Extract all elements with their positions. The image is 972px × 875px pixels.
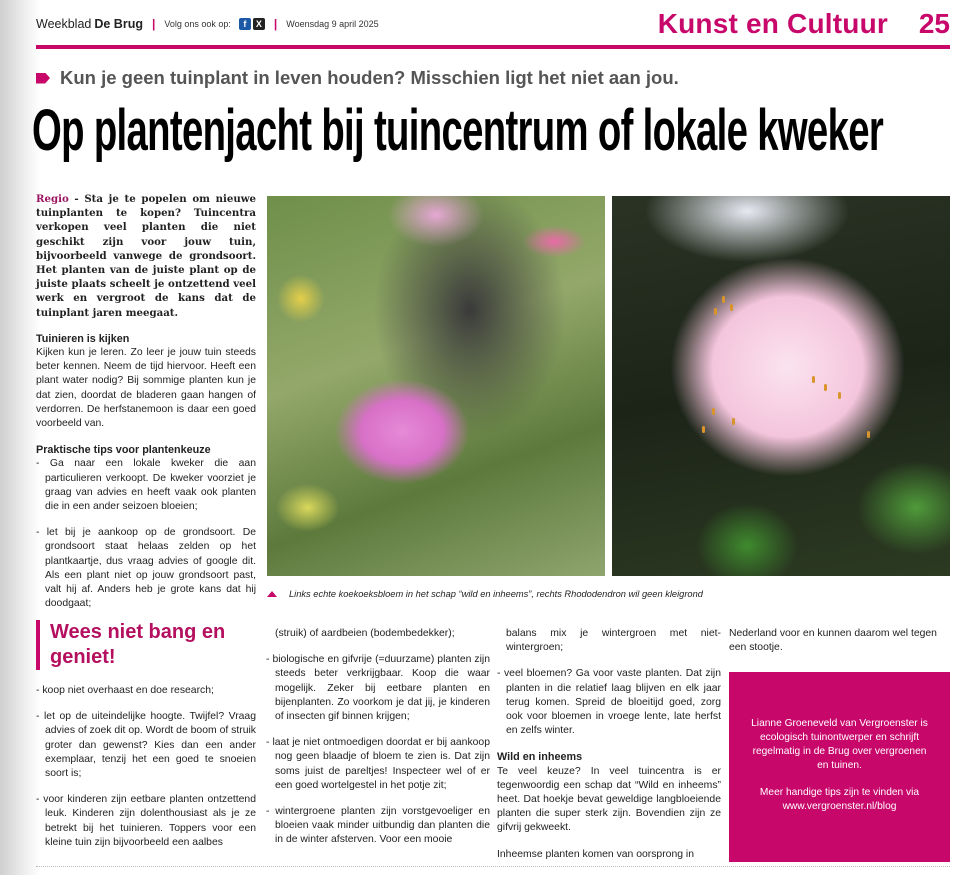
page-header <box>36 8 950 42</box>
x-icon[interactable]: X <box>253 18 265 30</box>
lead-paragraph <box>36 192 256 320</box>
separator: | <box>273 17 278 31</box>
tip-item: - let bij je aankoop op de grondsoort. De grondsoort staat helaas zelden op het plantkaartje, dus vraag advies of google dit. Als een plant niet op jouw grondsoort past, valt hij af. Anders heb je grote kans dat hij doodgaat; <box>36 527 256 610</box>
column-1-lower <box>36 684 256 850</box>
column-2 <box>266 627 490 848</box>
tip-item: - wintergroene planten zijn vorstgevoeliger en bloeien vaak minder uitbundig dan planten die in de winter afsterven. Voor een mooie <box>266 806 490 846</box>
facebook-icon[interactable]: f <box>239 18 251 30</box>
tip-item: - koop niet overhaast en doe research; <box>36 685 214 696</box>
lead-text: - Sta je te popelen om nieuwe tuinplanten te kopen? Tuincentra verkopen veel planten die niet geschikt zijn voor jouw tuin, bijvoorbeeld vanwege de grondsoort. Het planten van de juiste plant op de juiste plaats scheelt je ontzettend veel werk en vergroot de kans dat de tuinplant jaren meegaat. <box>36 193 256 319</box>
photo-koekoeksbloem <box>267 196 605 576</box>
publication-name: De Brug <box>94 17 143 31</box>
masthead <box>36 17 379 31</box>
bottom-divider <box>36 866 950 867</box>
publication-prefix: Weekblad <box>36 17 92 31</box>
column-1-upper <box>36 192 256 611</box>
header-rule <box>36 45 950 49</box>
blog-link-text: Meer handige tips zijn te vinden via www.vergroenster.nl/blog <box>759 787 920 812</box>
body-paragraph: Te veel keuze? In veel tuincentra is er tegenwoordig een schap dat “Wild en inheems” heet. Dat hoekje bevat geweldige langbloeiende planten die super sterk zijn. Bovendien zijn ze gifvrij gekweekt. <box>497 765 721 834</box>
author-bio: Lianne Groeneveld van Vergroenster is ecologisch tuinontwerper en schrijft regelmatig in de Brug over vergroenen en tuinen. <box>751 718 928 771</box>
caption-text: Links echte koekoeksbloem in het schap “wild en inheems”, rechts Rhododendron wil geen kleigrond <box>289 589 703 599</box>
tip-item: - let op de uiteindelijke hoogte. Twijfel? Vraag advies of zoek dit op. Wordt de boom of struik groter dan gewenst? Kies dan een ander exemplaar, tenzij het een goed te snoeien soort is; <box>36 711 256 780</box>
pull-quote: Wees niet bang en geniet! <box>36 620 270 670</box>
tip-continuation: balans mix je wintergroen met niet-wintergroen; <box>506 628 721 654</box>
body-paragraph: Nederland voor en kunnen daarom wel tegen een stootje. <box>729 628 937 654</box>
subhead-wild-inheems: Wild en inheems <box>497 751 583 764</box>
photo-caption <box>267 589 703 599</box>
issue-date: Woensdag 9 april 2025 <box>286 19 379 29</box>
page-number: 25 <box>918 8 950 39</box>
tip-continuation: (struik) of aardbeien (bodembedekker); <box>275 628 455 639</box>
kicker <box>36 67 679 89</box>
photo-rhododendron <box>612 196 950 576</box>
tip-item: - veel bloemen? Ga voor vaste planten. Dat zijn planten in die relatief laag blijven en elk jaar terug komen. Spreid de bloeitijd goed, zorg ook voor bloemen in vroege lente, late herfst en zelfs winter. <box>497 668 721 737</box>
kicker-text: Kun je geen tuinplant in leven houden? Misschien ligt het niet aan jou. <box>60 67 679 88</box>
social-links <box>239 18 265 30</box>
follow-label: Volg ons ook op: <box>164 19 231 29</box>
body-paragraph: Inheemse planten komen van oorsprong in <box>497 848 694 860</box>
column-4 <box>729 627 950 655</box>
tip-item: - Ga naar een lokale kweker die aan particulieren verkoopt. De kweker voorziet je graag van advies en heeft vaak ook planten die in een ander seizoen bloeien; <box>36 458 256 513</box>
tip-item: - voor kinderen zijn eetbare planten ontzettend leuk. Kinderen zijn dolenthousiast als je ze betrekt bij het tuinieren. Toppers voor een kleine tuin zijn bijvoorbeeld een aalbes <box>36 794 256 848</box>
subhead-tuinieren: Tuinieren is kijken <box>36 332 130 345</box>
dateline-place: Regio <box>36 193 69 205</box>
section-title: Kunst en Cultuur <box>657 8 888 39</box>
triangle-up-icon <box>267 591 277 597</box>
arrow-tag-icon <box>36 73 50 84</box>
column-3 <box>497 627 721 862</box>
headline: Op plantenjacht bij tuincentrum of lokale kweker <box>32 98 884 163</box>
author-bio-box <box>729 672 950 862</box>
separator: | <box>151 17 156 31</box>
tip-item: - laat je niet ontmoedigen doordat er bij aankoop nog geen blaadje of bloem te zien is. Dat zijn soms juist de pareltjes! Inspecteer wel of er een goed wortelgestel in het potje zit; <box>266 737 490 791</box>
subhead-tips: Praktische tips voor plantenkeuze <box>36 444 211 457</box>
tip-item: - biologische en gifvrije (=duurzame) planten zijn steeds beter verkrijgbaar. Koop die waar mogelijk. Zeker bij eetbare planten en bijenplanten. Zo voorkom je dat jij, je kinderen of insecten gif binnen krijgen; <box>266 654 490 723</box>
body-paragraph: Kijken kun je leren. Zo leer je jouw tuin steeds beter kennen. Neem de tijd hiervoor. Heeft een plant water nodig? Bij sommige planten kun je dat zien, doordat de bladeren gaan hangen of verdorren. De herfstanemoon is daar een goed voorbeeld van. <box>36 347 256 430</box>
